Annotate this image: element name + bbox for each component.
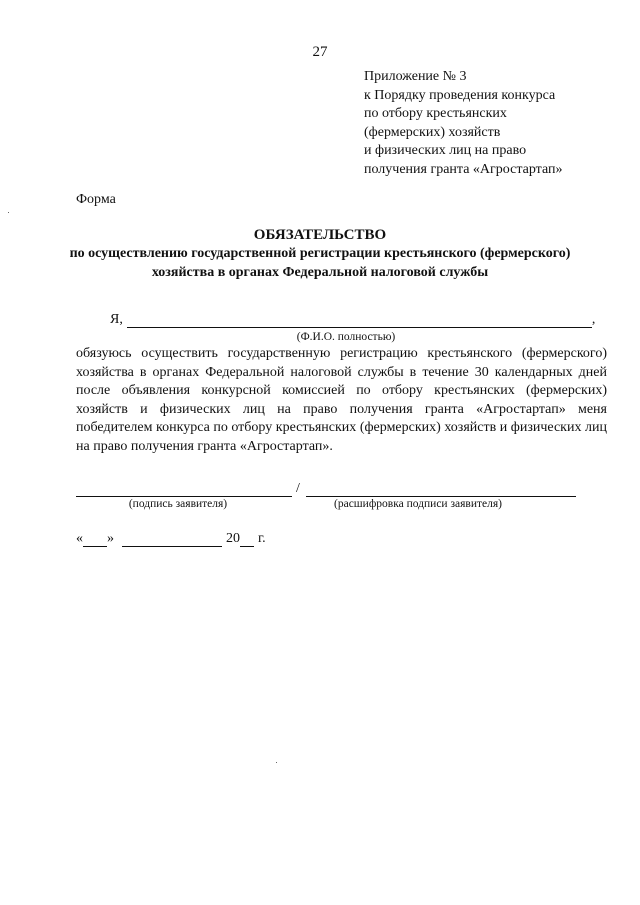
document-heading (60, 225, 580, 282)
signature-decode-hint: (расшифровка подписи заявителя) (334, 498, 502, 510)
scan-artifact (276, 762, 277, 763)
document-title: ОБЯЗАТЕЛЬСТВО (253, 227, 387, 243)
applicant-suffix: , (591, 312, 596, 327)
date-open-quote: « (76, 531, 83, 546)
applicant-name-field[interactable] (127, 312, 592, 328)
date-year-field[interactable] (240, 532, 254, 547)
signature-decode-field[interactable] (306, 482, 576, 497)
signature-hint: (подпись заявителя) (128, 498, 228, 510)
document-subtitle: по осуществлению государственной регистрации крестьянского (фермерского) хозяйства в органах Федеральной налоговой службы (69, 246, 571, 280)
signature-field[interactable] (76, 482, 292, 497)
applicant-name-row (110, 312, 595, 328)
appendix-reference (364, 68, 624, 179)
appendix-line: к Порядку проведения конкурса (364, 87, 556, 103)
scan-artifact (8, 212, 9, 213)
form-label: Форма (76, 192, 116, 207)
date-day-field[interactable] (83, 532, 107, 547)
date-close-quote: » (107, 531, 114, 546)
date-month-field[interactable] (122, 532, 222, 547)
date-century: 20 (226, 531, 240, 546)
date-year-suffix: г. (258, 531, 266, 546)
date-row (76, 531, 266, 547)
obligation-text: обязуюсь осуществить государственную регистрацию крестьянского (фермерского) хозяйства в органах Федеральной налоговой службы в течение 30 календарных дней после объявления конкурсной комиссией по отбору крестьянских (фермерских) хозяйств и физических лиц на право получения гранта «Агростартап» меня победителем конкурса по отбору крестьянских (фермерских) хозяйств и физических лиц на право получения гранта «Агростартап». (76, 346, 607, 454)
appendix-line: по отбору крестьянских (364, 106, 507, 121)
appendix-line: (фермерских) хозяйств (364, 124, 501, 140)
signature-row (76, 481, 576, 497)
signature-separator: / (296, 481, 300, 496)
appendix-line: и физических лиц на право (364, 143, 527, 158)
page-number: 27 (312, 44, 328, 60)
applicant-prefix: Я, (110, 312, 123, 327)
appendix-line: Приложение № 3 (364, 69, 467, 84)
applicant-name-hint: (Ф.И.О. полностью) (296, 331, 396, 343)
appendix-line: получения гранта «Агростартап» (364, 161, 563, 177)
